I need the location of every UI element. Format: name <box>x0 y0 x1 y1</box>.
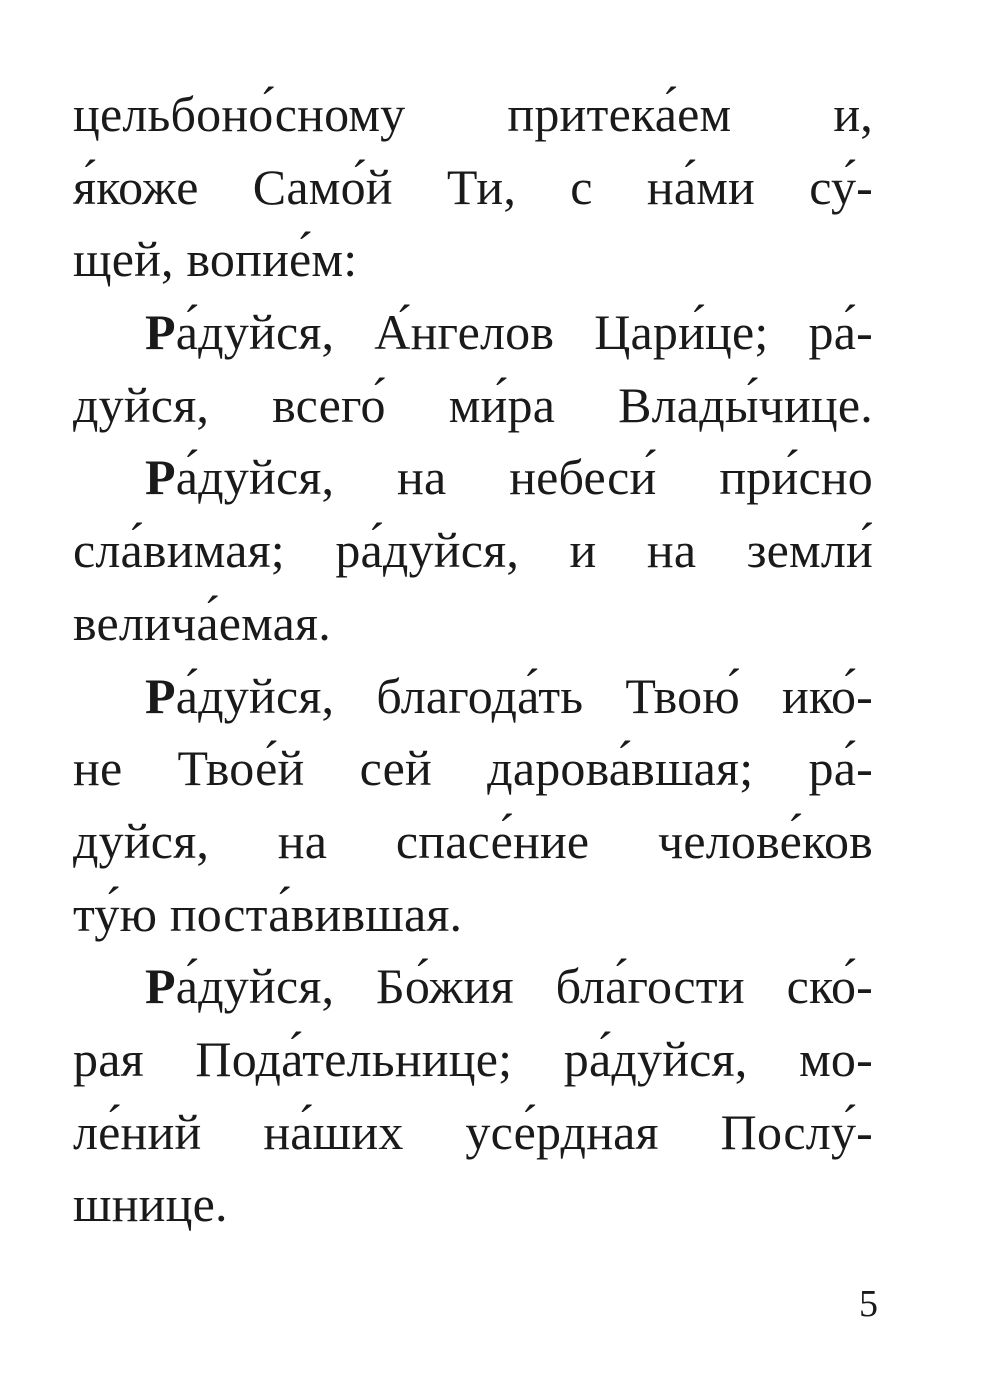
text-line-1 <box>73 78 873 151</box>
text-line-13 <box>73 950 873 1023</box>
text-line-2 <box>73 151 873 224</box>
line-text: щей, вопие́м: <box>73 231 358 288</box>
text-line-5 <box>73 369 873 442</box>
text-line-7 <box>73 514 873 587</box>
prayer-text <box>73 78 873 1241</box>
line-text: дуйся, всего́ ми́ра Влады́чице. <box>73 376 873 433</box>
initial-letter: Р <box>145 958 176 1015</box>
text-line-3 <box>73 223 873 296</box>
line-text: а́дуйся, Бо́жия бла́гости ско́- <box>175 958 873 1015</box>
line-text: ле́ний на́ших усе́рдная Послу́- <box>73 1103 873 1160</box>
line-text: а́дуйся, А́нгелов Цари́це; ра́- <box>175 304 873 361</box>
line-text: сла́вимая; ра́дуйся, и на земли́ <box>73 522 873 579</box>
line-text: не Твое́й сей дарова́вшая; ра́- <box>73 740 873 797</box>
line-text: дуйся, на спасе́ние челове́ков <box>73 812 873 869</box>
line-text: я́коже Само́й Ти, с на́ми су́- <box>73 158 873 215</box>
initial-letter: Р <box>145 449 176 506</box>
text-line-11 <box>73 805 873 878</box>
line-text: ту́ю поста́вившая. <box>73 885 463 942</box>
initial-letter: Р <box>145 304 176 361</box>
text-line-16 <box>73 1168 873 1241</box>
text-line-10 <box>73 732 873 805</box>
text-line-12 <box>73 878 873 951</box>
line-text: цельбоно́сному притека́ем и, <box>73 86 873 142</box>
line-text: а́дуйся, на небеси́ при́сно <box>175 449 873 506</box>
line-text: шнице. <box>73 1176 228 1233</box>
text-line-8 <box>73 587 873 660</box>
text-line-15 <box>73 1096 873 1169</box>
line-text: а́дуйся, благода́ть Твою́ ико́- <box>175 667 873 724</box>
text-line-9 <box>73 660 873 733</box>
line-text: рая Пода́тельнице; ра́дуйся, мо- <box>73 1030 873 1087</box>
text-line-4 <box>73 296 873 369</box>
line-text: велича́емая. <box>73 594 331 651</box>
page-number: 5 <box>859 1283 878 1325</box>
text-line-14 <box>73 1023 873 1096</box>
text-line-6 <box>73 441 873 514</box>
initial-letter: Р <box>145 667 176 724</box>
